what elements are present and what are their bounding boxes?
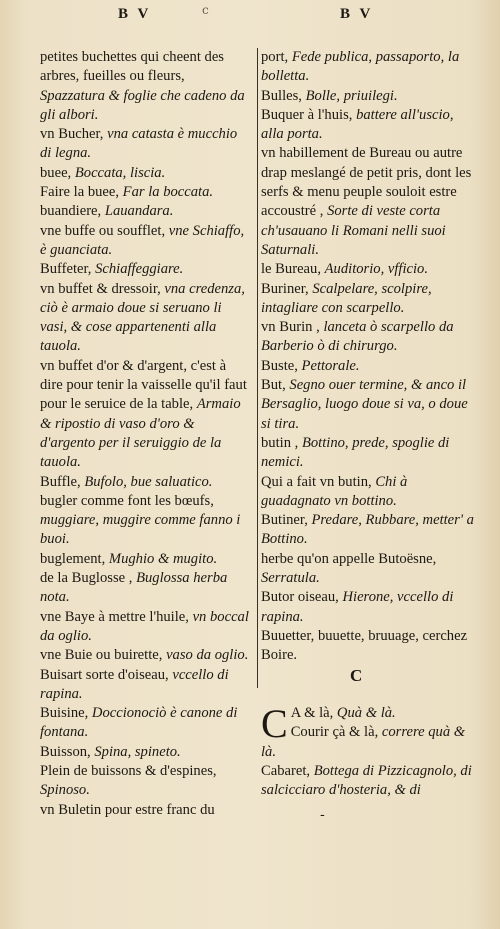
french-headword: Buffle, bbox=[40, 473, 81, 490]
italian-translation: Chi à guadagnato vn bottino. bbox=[261, 473, 408, 509]
french-headword: vn Bucher, bbox=[40, 126, 104, 143]
dictionary-entry bbox=[40, 608, 252, 647]
dictionary-entry bbox=[40, 473, 252, 492]
french-headword: vn buffet & dressoir, bbox=[40, 280, 161, 297]
italian-translation: Sorte di veste corta ch'usauano li Romani nelli suoi Saturnali. bbox=[261, 203, 446, 258]
dictionary-entry bbox=[261, 144, 475, 260]
italian-translation: Spazzatura & foglie che cadeno da gli albori. bbox=[40, 87, 245, 123]
italian-translation: Predare, Rubbare, metter' a Bottino. bbox=[261, 512, 474, 548]
french-headword: vn habillement de Bureau ou autre drap meslangé de petit pris, dont les serfs & menu peuple souloit estre accoustré , bbox=[261, 145, 472, 220]
left-running-head: B V bbox=[118, 6, 152, 22]
right-running-head: B V bbox=[340, 6, 374, 22]
italian-translation: Buglossa herba nota. bbox=[40, 570, 228, 606]
dictionary-entry bbox=[40, 762, 252, 801]
french-headword: petites buchettes qui cheent des arbres, fueilles ou fleurs, bbox=[40, 49, 224, 85]
dictionary-entry bbox=[40, 550, 252, 569]
italian-translation: vna credenza, ciò è armaio doue si seruano li vasi, & cose appartenenti alla tauola. bbox=[40, 280, 245, 355]
dictionary-entry bbox=[261, 511, 475, 550]
french-headword: Butiner, bbox=[261, 512, 308, 529]
dictionary-entry bbox=[40, 260, 252, 279]
french-headword: port, bbox=[261, 49, 289, 65]
french-headword: Buisart sorte d'oiseau, bbox=[40, 666, 169, 683]
dictionary-entry bbox=[40, 183, 252, 202]
dictionary-entry bbox=[261, 550, 475, 589]
italian-translation: battere all'uscio, alla porta. bbox=[261, 106, 454, 143]
italian-translation: Serratula. bbox=[261, 570, 320, 587]
italian-translation: Segno ouer termine, & anco il Bersaglio, luogo doue si va, o doue si tira. bbox=[261, 377, 468, 432]
italian-translation: vaso da oglio. bbox=[166, 647, 249, 664]
dictionary-entry bbox=[261, 627, 475, 666]
french-headword: butin , bbox=[261, 434, 299, 451]
dictionary-entry bbox=[40, 357, 252, 473]
right-column bbox=[261, 48, 475, 666]
french-headword: Buuetter, buuette, bruuage, cerchez Boire. bbox=[261, 627, 468, 664]
italian-translation: vna catasta è mucchio di legna. bbox=[40, 126, 238, 162]
italian-translation: lanceta ò scarpello da Barberio ò di chirurgo. bbox=[261, 319, 454, 355]
french-headword: buglement, bbox=[40, 550, 106, 567]
dictionary-entry bbox=[261, 723, 475, 762]
dictionary-entry bbox=[261, 473, 475, 512]
italian-translation: vne Schiaffo, è guanciata. bbox=[40, 222, 245, 258]
italian-translation: Fede publica, passaporto, la bolletta. bbox=[261, 49, 460, 85]
left-column bbox=[40, 48, 252, 820]
footer-mark: - bbox=[320, 807, 325, 823]
italian-translation: Mughio & mugito. bbox=[108, 550, 218, 567]
french-headword: de la Buglosse , bbox=[40, 570, 133, 587]
dictionary-entry bbox=[40, 202, 252, 221]
dictionary-entry bbox=[261, 106, 475, 145]
italian-translation: Spina, spineto. bbox=[94, 743, 181, 760]
dictionary-entry bbox=[40, 280, 252, 357]
italian-translation: Quà & là. bbox=[336, 705, 396, 721]
french-headword: Bulles, bbox=[261, 87, 302, 104]
italian-translation: vn boccal da oglio. bbox=[40, 608, 249, 644]
french-headword: herbe qu'on appelle Butoësne, bbox=[261, 550, 437, 567]
corner-mark: c bbox=[202, 3, 209, 17]
dictionary-entry bbox=[261, 87, 475, 106]
dictionary-entry bbox=[40, 569, 252, 608]
french-headword: Buisine, bbox=[40, 705, 89, 722]
italian-translation: Bottino, prede, spoglie di nemici. bbox=[261, 434, 450, 471]
dictionary-entry bbox=[40, 646, 252, 665]
dictionary-entry bbox=[40, 666, 252, 705]
french-headword: Courir çà & là, bbox=[290, 724, 379, 741]
italian-translation: Armaio & ripostio di vaso d'oro & d'argento per il seruiggio de la tauola. bbox=[40, 396, 241, 471]
french-headword: buandiere, bbox=[40, 203, 102, 220]
dictionary-entry bbox=[261, 318, 475, 357]
section-c-entries bbox=[261, 701, 475, 800]
italian-translation: Pettorale. bbox=[301, 357, 360, 374]
italian-translation: Hierone, vccello di rapina. bbox=[261, 589, 454, 625]
dictionary-entry bbox=[40, 48, 252, 125]
french-headword: vn Burin , bbox=[261, 319, 320, 336]
italian-translation: Schiaffeggiare. bbox=[95, 261, 184, 278]
french-headword: Cabaret, bbox=[261, 762, 311, 779]
italian-translation: Doccionociò è canone di fontana. bbox=[40, 705, 238, 741]
italian-translation: Spinoso. bbox=[40, 782, 90, 799]
french-headword: vn Buletin pour estre franc du bbox=[40, 801, 215, 818]
french-headword: bugler comme font les bœufs, bbox=[40, 492, 214, 509]
french-headword: buee, bbox=[40, 164, 72, 181]
dictionary-entry bbox=[40, 743, 252, 762]
italian-translation: correre quà & là. bbox=[261, 724, 466, 760]
french-headword: Butor oiseau, bbox=[261, 589, 339, 606]
french-headword: Buquer à l'huis, bbox=[261, 106, 353, 123]
dictionary-entry bbox=[261, 357, 475, 376]
french-headword: Buisson, bbox=[40, 743, 91, 760]
french-headword: le Bureau, bbox=[261, 261, 321, 278]
italian-translation: Boccata, liscia. bbox=[74, 164, 166, 181]
italian-translation: Scalpelare, scolpire, intagliare con scarpello. bbox=[261, 280, 432, 316]
italian-translation: vccello di rapina. bbox=[40, 666, 229, 702]
french-headword: A & là, bbox=[290, 705, 334, 721]
dictionary-entry bbox=[261, 434, 475, 473]
french-headword: But, bbox=[261, 377, 286, 394]
dictionary-entry bbox=[40, 125, 252, 164]
italian-translation: Lauandara. bbox=[104, 203, 174, 220]
dictionary-entry bbox=[40, 492, 252, 550]
french-headword: vn buffet d'or & d'argent, c'est à dire pour tenir la vaisselle qu'il faut pour le seruice de la table, bbox=[40, 357, 247, 413]
dictionary-entry bbox=[261, 280, 475, 319]
italian-translation: Bufolo, bue saluatico. bbox=[84, 473, 213, 490]
french-headword: Faire la buee, bbox=[40, 184, 120, 201]
dictionary-entry bbox=[261, 762, 475, 801]
dictionary-entry bbox=[40, 164, 252, 183]
dictionary-entry bbox=[261, 588, 475, 627]
section-letter-c: C bbox=[350, 666, 363, 685]
french-headword: Buriner, bbox=[261, 280, 309, 297]
french-headword: vne Buie ou buirette, bbox=[40, 647, 163, 664]
italian-translation: Far la boccata. bbox=[122, 184, 214, 201]
italian-translation: Bottega di Pizzicagnolo, di salcicciaro d'hosteria, & di bbox=[261, 762, 472, 799]
french-headword: vne buffe ou soufflet, bbox=[40, 222, 166, 239]
dictionary-entry bbox=[261, 376, 475, 434]
french-headword: Qui a fait vn butin, bbox=[261, 473, 372, 490]
dictionary-entry bbox=[40, 704, 252, 743]
dictionary-entry bbox=[40, 222, 252, 261]
italian-translation: Auditorio, vfficio. bbox=[324, 261, 429, 278]
dictionary-entry bbox=[40, 801, 252, 820]
dictionary-entry bbox=[261, 260, 475, 279]
italian-translation: muggiare, muggire comme fanno i buoi. bbox=[40, 512, 241, 548]
french-headword: Buffeter, bbox=[40, 261, 92, 278]
french-headword: Buste, bbox=[261, 357, 298, 374]
french-headword: Plein de buissons & d'espines, bbox=[40, 762, 217, 779]
french-headword: vne Baye à mettre l'huile, bbox=[40, 608, 189, 625]
drop-cap: C bbox=[261, 701, 288, 746]
italian-translation: Bolle, priuilegi. bbox=[305, 87, 398, 104]
column-rule bbox=[257, 48, 258, 688]
dictionary-entry bbox=[261, 48, 475, 87]
